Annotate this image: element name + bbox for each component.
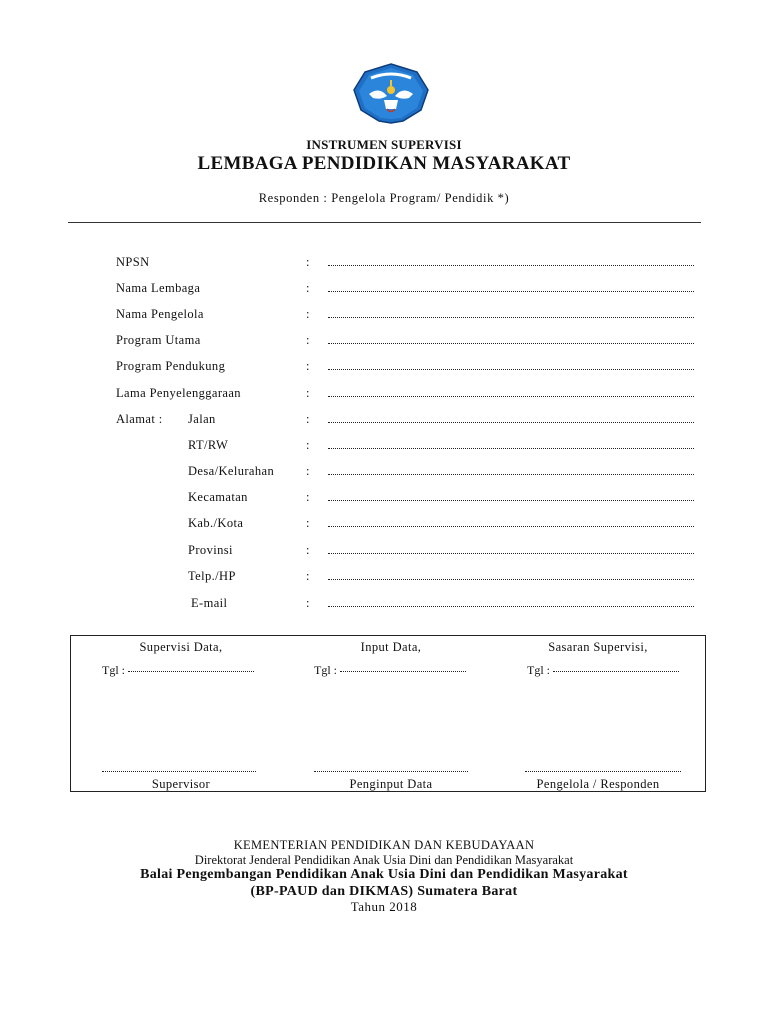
field-label: Telp./HP (188, 569, 236, 583)
field-label: Lama Penyelenggaraan (116, 386, 241, 400)
signature-role: Pengelola / Responden (536, 777, 660, 791)
field-fill-line[interactable] (328, 526, 694, 527)
field-colon: : (306, 281, 310, 295)
signature-heading: Supervisi Data, (139, 640, 223, 654)
field-fill-line[interactable] (328, 369, 694, 370)
date-field[interactable] (527, 663, 679, 678)
field-lama-penyelenggaraan (0, 386, 768, 406)
field-nama-pengelola (0, 307, 768, 327)
field-colon: : (306, 516, 310, 530)
footer-institution-line2: (BP-PAUD dan DIKMAS) Sumatera Barat (250, 884, 518, 899)
field-kecamatan (0, 490, 768, 510)
field-colon: : (306, 333, 310, 347)
field-fill-line[interactable] (328, 317, 694, 318)
field-colon: : (306, 412, 310, 426)
field-fill-line[interactable] (328, 422, 694, 423)
tut-wuri-handayani-logo-icon (351, 62, 431, 124)
field-label: Nama Lembaga (116, 281, 201, 295)
field-fill-line[interactable] (328, 579, 694, 580)
field-fill-line[interactable] (328, 291, 694, 292)
field-provinsi (0, 543, 768, 563)
field-email (0, 596, 768, 616)
field-kab-kota (0, 516, 768, 536)
field-rt-rw (0, 438, 768, 458)
date-label: Tgl : (527, 663, 550, 677)
date-label: Tgl : (102, 663, 125, 677)
field-program-pendukung (0, 359, 768, 379)
field-jalan (0, 412, 768, 432)
field-colon: : (306, 490, 310, 504)
date-fill-line (128, 671, 254, 672)
field-colon: : (306, 359, 310, 373)
date-fill-line (340, 671, 466, 672)
field-label: E-mail (191, 596, 228, 610)
field-colon: : (306, 569, 310, 583)
field-program-utama (0, 333, 768, 353)
document-subtitle: INSTRUMEN SUPERVISI (306, 137, 462, 152)
field-label: Nama Pengelola (116, 307, 204, 321)
header-divider (68, 222, 701, 223)
field-colon: : (306, 255, 310, 269)
footer-directorate: Direktorat Jenderal Pendidikan Anak Usia Dini dan Pendidikan Masyarakat (194, 853, 574, 867)
signature-line[interactable] (525, 771, 681, 772)
respondent-line: Responden : Pengelola Program/ Pendidik *) (258, 191, 510, 205)
footer-year: Tahun 2018 (350, 899, 418, 914)
date-field[interactable] (314, 663, 466, 678)
field-label: Provinsi (188, 543, 233, 557)
signature-heading: Input Data, (360, 640, 422, 654)
field-label: Desa/Kelurahan (188, 464, 275, 478)
field-fill-line[interactable] (328, 265, 694, 266)
field-colon: : (306, 596, 310, 610)
field-fill-line[interactable] (328, 606, 694, 607)
date-label: Tgl : (314, 663, 337, 677)
signature-role: Penginput Data (349, 777, 433, 791)
field-fill-line[interactable] (328, 500, 694, 501)
signature-column-input (283, 636, 499, 793)
signature-box (70, 635, 706, 792)
field-colon: : (306, 438, 310, 452)
document-title: LEMBAGA PENDIDIKAN MASYARAKAT (197, 153, 571, 174)
field-label: RT/RW (188, 438, 229, 452)
field-fill-line[interactable] (328, 448, 694, 449)
field-fill-line[interactable] (328, 396, 694, 397)
field-colon: : (306, 386, 310, 400)
signature-line[interactable] (314, 771, 468, 772)
field-fill-line[interactable] (328, 553, 694, 554)
signature-role: Supervisor (151, 777, 211, 791)
date-field[interactable] (102, 663, 254, 678)
field-nama-lembaga (0, 281, 768, 301)
field-label: Jalan (188, 412, 216, 426)
field-colon: : (306, 543, 310, 557)
field-desa-kelurahan (0, 464, 768, 484)
date-fill-line (553, 671, 679, 672)
field-colon: : (306, 307, 310, 321)
field-label: NPSN (116, 255, 150, 269)
field-fill-line[interactable] (328, 474, 694, 475)
signature-line[interactable] (102, 771, 256, 772)
field-fill-line[interactable] (328, 343, 694, 344)
signature-heading: Sasaran Supervisi, (548, 640, 648, 654)
field-label: Kab./Kota (188, 516, 244, 530)
field-label: Program Pendukung (116, 359, 226, 373)
signature-column-respondent (491, 636, 705, 793)
field-label: Kecamatan (188, 490, 248, 504)
alamat-label: Alamat : (116, 412, 163, 426)
field-npsn (0, 255, 768, 275)
signature-column-supervisor (71, 636, 291, 793)
footer-ministry: KEMENTERIAN PENDIDIKAN DAN KEBUDAYAAN (233, 838, 535, 852)
field-colon: : (306, 464, 310, 478)
field-telp-hp (0, 569, 768, 589)
field-label: Program Utama (116, 333, 201, 347)
footer-institution-line1: Balai Pengembangan Pendidikan Anak Usia Dini dan Pendidikan Masyarakat (140, 867, 628, 882)
